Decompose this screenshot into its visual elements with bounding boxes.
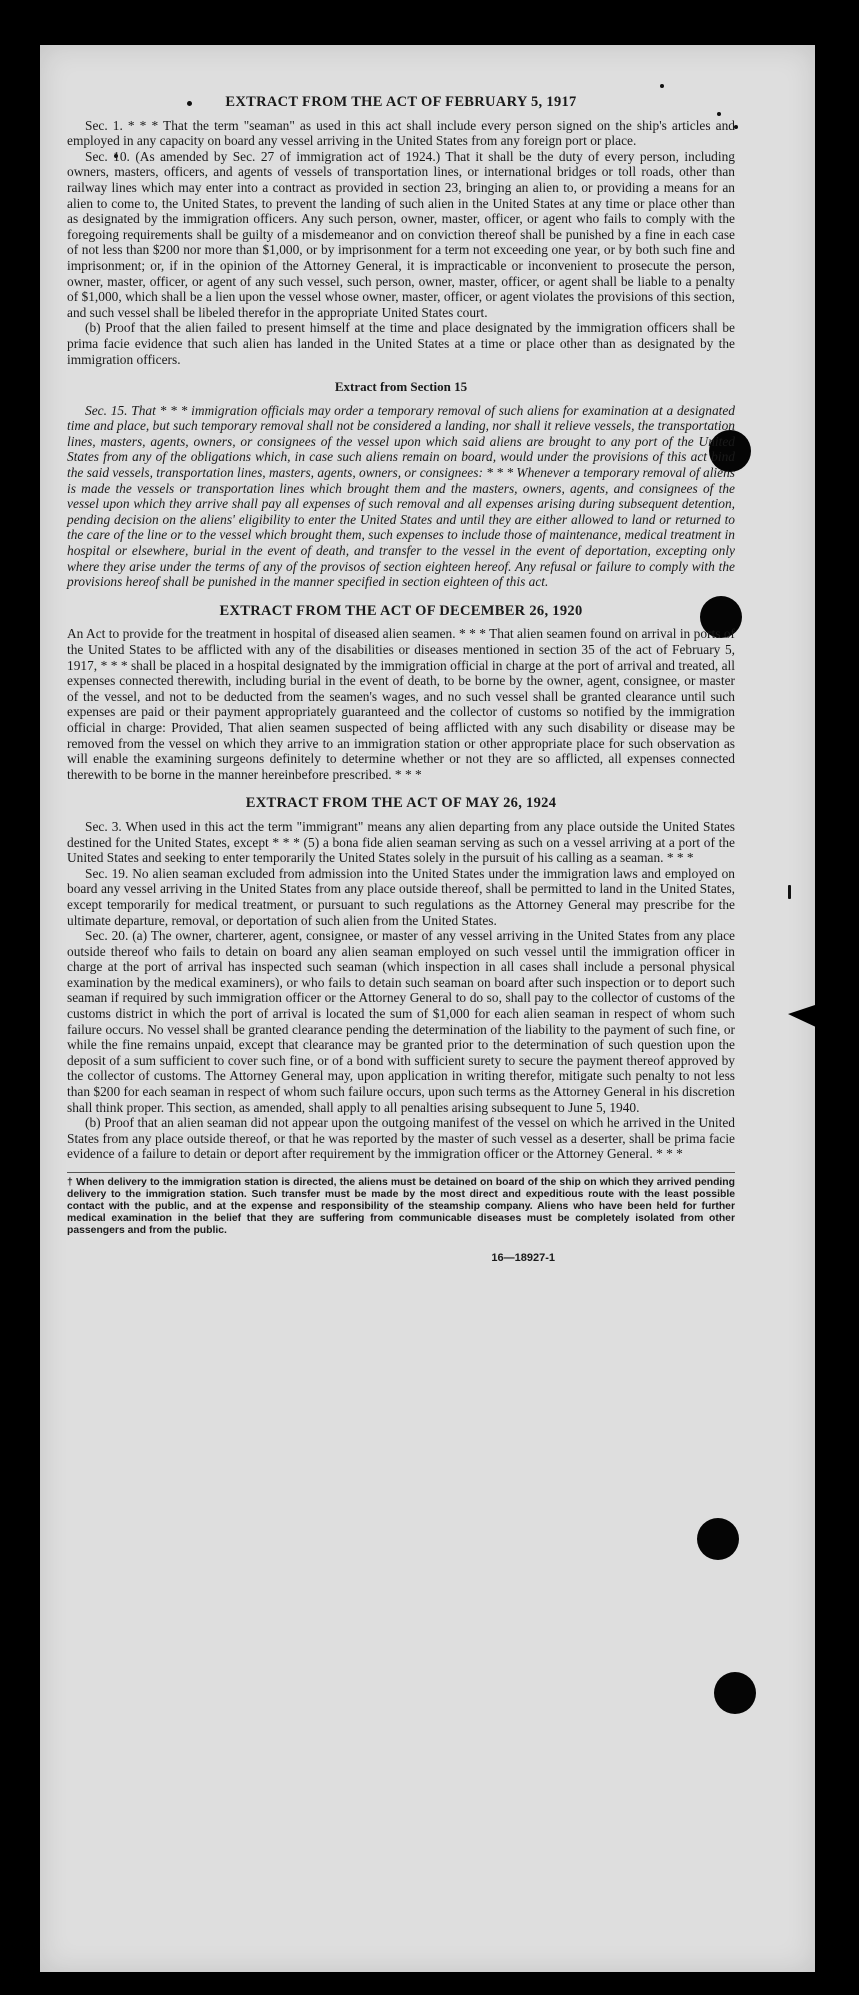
punch-hole-4 [714, 1672, 756, 1714]
paragraph-sec-20-a: Sec. 20. (a) The owner, charterer, agent, consignee, or master of any vessel arriving in the United States from any place outside thereof who fails to detain on board any alien seaman employed on such vessel until the immigration officer in charge at the port of arrival has inspected such seaman (which inspection in all cases shall include a personal physical examination by the medical examiners), or who fails to detain such seaman on board after such inspection or to deport such seaman if required by such immigration officer or the Attorney General to do so, shall pay to the collector of customs of the customs district in which the port of arrival is located the sum of $1,000 for each alien seaman in respect of whom such failure occurs. No vessel shall be granted clearance pending the determination of the liability to the payment of such fine, or while the fine remains unpaid, except that clearance may be granted prior to the determination of such question upon the deposit of a sum sufficient to cover such fine, or of a bond with sufficient surety to secure the payment thereof approved by the collector of customs. The Attorney General may, upon application in writing therefor, mitigate such penalty to not less than $200 for each seaman in respect of whom such failure occurs, upon such terms as the Attorney General in his discretion shall think proper. This section, as amended, shall apply to all penalties arising subsequent to June 5, 1940. [67, 928, 735, 1115]
paragraph-sec-10: Sec. 10. (As amended by Sec. 27 of immigration act of 1924.) That it shall be the duty of every person, including owners, masters, officers, and agents of vessels of transportation lines, or international bridges or toll roads, other than railway lines which may enter into a contract as provided in section 23, bringing an alien to, or providing a means for an alien to come to, the United States, to prevent the landing of such alien in the United States at any time or place other than as designated by the immigration officers. Any such person, owner, master, officer, or agent who fails to comply with the foregoing requirements shall be guilty of a misdemeanor and on conviction thereof shall be punished by a fine in each case of not less than $200 nor more than $1,000, or by imprisonment for a term not exceeding one year, or by both such fine and imprisonment; or, if in the opinion of the Attorney General, it is impracticable or inconvenient to prosecute the person, owner, master, officer, or agent of any such vessel, such person, owner, master, officer, or agent shall be liable to a penalty of $1,000, which shall be a lien upon the vessel whose owner, master, officer, or agent violates the provisions of this section, and such vessel shall be libeled therefor in the appropriate United States court. [67, 148, 735, 320]
paragraph-sec-15: Sec. 15. That * * * immigration officials may order a temporary removal of such aliens for examination at a designated time and place, but such temporary removal shall not be considered a landing, nor shall it relieve vessels, the transportation lines, masters, agents, owners, or consignees of the vessel upon which said aliens are brought to any port of the United States from any of the obligations which, in case such aliens remain on board, would under the provisions of this act bind the said vessels, transportation lines, masters, agents, owners, or consignees: * * * Whenever a temporary removal of aliens is made the vessels or transportation lines which brought them and the masters, owners, agents, and consignees of the vessel upon which they arrive shall pay all expenses of such removal and all expenses arising during subsequent detention, pending decision on the aliens' eligibility to enter the United States and until they are either allowed to land or returned to the care of the line or to the vessel which brought them, such expenses to include those of maintenance, medical treatment in hospital or elsewhere, burial in the event of death, and transfer to the vessel in the event of deportation, excepting only where they arise under the terms of any of the provisos of section eighteen hereof. Any refusal or failure to comply with the provisions hereof shall be punished in the manner specified in section eighteen of this act. [67, 402, 735, 590]
document-text [67, 95, 735, 1267]
paragraph-sec-19: Sec. 19. No alien seaman excluded from admission into the United States under the immigration laws and employed on board any vessel arriving in the United States from any place outside thereof, shall be permitted to land in the United States, except temporarily for medical treatment, or pursuant to such regulations as the Attorney General may prescribe for the ultimate departure, removal, or deportation of such alien from the United States. [67, 865, 735, 928]
punch-hole-3 [697, 1518, 739, 1560]
subheading-section-15: Extract from Section 15 [334, 379, 468, 395]
speck-6 [788, 885, 791, 899]
paragraph-act-1920: An Act to provide for the treatment in hospital of diseased alien seamen. * * * That alien seamen found on arrival in ports of the United States to be afflicted with any of the disabilities or diseases mentioned in section 35 of the act of February 5, 1917, * * * shall be placed in a hospital designated by the immigration official in charge at the port of arrival and treated, all expenses connected therewith, including burial in the event of death, to be borne by the owner, agent, consignee, or master of the vessel, and not to be deducted from the seamen's wages, and no such vessel shall be granted clearance until such expenses are paid or their payment appropriately guaranteed and the collector of customs so notified by the immigration official in charge: Provided, That alien seamen suspected of being afflicted with any such disability or disease may be removed from the vessel on which they arrive to an immigration station or other appropriate place for such observation as will enable the examining surgeons definitely to determine whether or not they are so afflicted, all expenses connected therewith to be borne in the manner hereinbefore prescribed. * * * [67, 626, 735, 782]
paragraph-sec-10-b: (b) Proof that the alien failed to present himself at the time and place designated by the immigration officers shall be prima facie evidence that such alien has landed in the United States at a time or place other than as designated by the immigration officers. [67, 320, 735, 367]
footnote: † When delivery to the immigration station is directed, the aliens must be detained on board of the ship on which they arrived pending delivery to the immigration station. Such transfer must be made by the most direct and expeditious route with the least possible contact with the public, and at the expense and responsibility of the steamship company. Aliens who have been held for further medical examination in the belief that they are suffering from communicable diseases must be completely isolated from other passengers and from the public. [67, 1172, 735, 1237]
edge-tab-mark [788, 1004, 818, 1028]
speck-2 [660, 84, 664, 88]
paragraph-sec-3: Sec. 3. When used in this act the term "immigrant" means any alien departing from any place outside the United States destined for the United States, except * * * (5) a bona fide alien seaman serving as such on a vessel arriving at a port of the United States and seeking to enter temporarily the United States solely in the pursuit of his calling as a seaman. * * * [67, 818, 735, 866]
section-heading-1917: EXTRACT FROM THE ACT OF FEBRUARY 5, 1917 [225, 94, 577, 110]
paragraph-sec-20-b: (b) Proof that an alien seaman did not appear upon the outgoing manifest of the vessel on which he arrived in the United States from any place outside thereof, or that he was reported by the master of such vessel as a deserter, shall be prima facie evidence of a failure to detain or deport after requirement by the immigration officer or the Attorney General. * * * [67, 1115, 735, 1162]
paragraph-sec-1: Sec. 1. * * * That the term "seaman" as used in this act shall include every person signed on the ship's articles and employed in any capacity on board any vessel arriving in the United States from any foreign port or place. [67, 117, 735, 149]
section-heading-1924: EXTRACT FROM THE ACT OF MAY 26, 1924 [245, 795, 557, 812]
form-number: 16—18927-1 [491, 1252, 555, 1264]
section-heading-1920: EXTRACT FROM THE ACT OF DECEMBER 26, 1920 [219, 602, 583, 619]
